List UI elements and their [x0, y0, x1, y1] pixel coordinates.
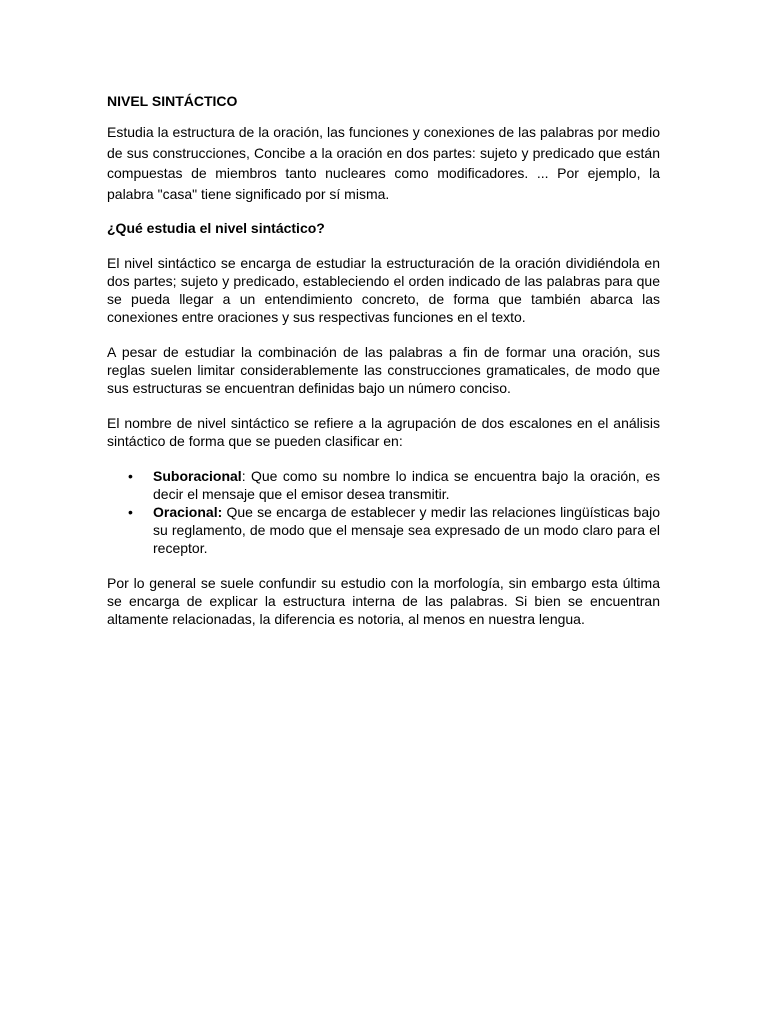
- term-suboracional: Suboracional: [153, 468, 242, 484]
- question-heading: ¿Qué estudia el nivel sintáctico?: [107, 220, 325, 236]
- classification-list: [107, 467, 660, 557]
- paragraph-structure: El nivel sintáctico se encarga de estudiar la estructuración de la oración dividiéndola en dos partes; sujeto y predicado, estableciendo el orden indicado de las palabras para que se pueda llegar a un entendimiento concreto, de forma que también abarca las conexiones entre oraciones y sus respectivas funciones en el texto.: [107, 255, 660, 325]
- bullet-icon: •: [128, 504, 133, 520]
- paragraph-classification: El nombre de nivel sintáctico se refiere a la agrupación de dos escalones en el análisis sintáctico de forma que se pueden clasificar en:: [107, 415, 660, 449]
- paragraph-rules: A pesar de estudiar la combinación de las palabras a fin de formar una oración, sus reglas suelen limitar considerablemente las construcciones gramaticales, de modo que sus estructuras se encuentran definidas bajo un número conciso.: [107, 344, 660, 396]
- intro-paragraph: Estudia la estructura de la oración, las funciones y conexiones de las palabras por medio de sus construcciones, Concibe a la oración en dos partes: sujeto y predicado que están compuestas de miembros tanto nucleares como modificadores. ... Por ejemplo, la palabra "casa" tiene significado por sí misma.: [107, 124, 660, 202]
- paragraph-morphology: Por lo general se suele confundir su estudio con la morfología, sin embargo esta última se encarga de explicar la estructura interna de las palabras. Si bien se encuentran altamente relacionadas, la diferencia es notoria, al menos en nuestra lengua.: [107, 575, 660, 627]
- document-page: [107, 92, 660, 645]
- list-item-oracional: [107, 503, 660, 557]
- document-title: NIVEL SINTÁCTICO: [107, 93, 238, 109]
- list-item-suboracional: [107, 467, 660, 503]
- bullet-icon: •: [128, 468, 133, 484]
- definition-suboracional: : Que como su nombre lo indica se encuentra bajo la oración, es decir el mensaje que el emisor desea transmitir.: [153, 468, 660, 502]
- term-oracional: Oracional:: [153, 504, 223, 520]
- definition-oracional: Que se encarga de establecer y medir las relaciones lingüísticas bajo su reglamento, de modo que el mensaje sea expresado de un modo claro para el receptor.: [153, 504, 660, 556]
